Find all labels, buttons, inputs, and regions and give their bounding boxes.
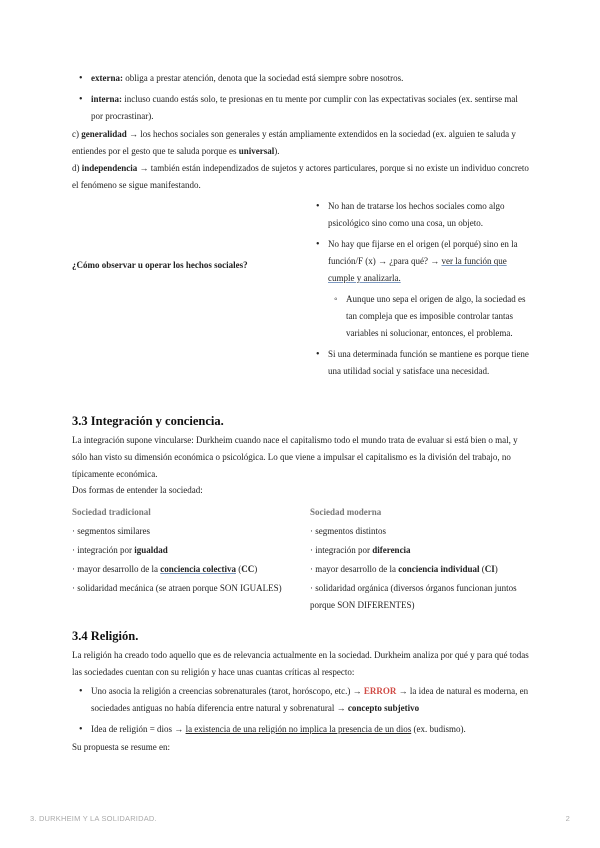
- observation-item: • Si una determinada función se mantiene es porque tiene una utilidad social y satisface una necesidad.: [312, 346, 532, 380]
- observation-subitem: ◦ Aunque uno sepa el origen de algo, la sociedad es tan compleja que es imposible controlar tantas variables ni solucionar, entonces, el problema.: [330, 291, 532, 342]
- religion-bullet: • Idea de religión = dios → la existencia de una religión no implica la presencia de un dios (ex. budismo).: [75, 721, 530, 738]
- column-sociedad-moderna: [310, 504, 535, 614]
- section-heading-3-3: 3.3 Integración y conciencia.: [72, 414, 224, 428]
- paragraph-integracion: La integración supone vincularse: Durkheim cuando nace el capitalismo todo el mundo trata de evaluar si está bien o mal, y sólo han visto su dimensión económica o psicológica. Lo que viene a impulsar el capitalismo es la división del trabajo, no típicamente económica.: [72, 435, 518, 479]
- observation-item: • No han de tratarse los hechos sociales como algo psicológico sino como una cosa, un objeto.: [312, 198, 532, 232]
- religion-bullet: • Uno asocia la religión a creencias sobrenaturales (tarot, horóscopo, etc.) → ERROR → la idea de natural es moderna, en sociedades antiguas no había diferencia entre natural y sobrenatural → concepto subjetivo: [75, 683, 530, 717]
- paragraph-independencia: d) independencia → también están independizados de sujetos y actores particulares, porque si no existe un individuo concreto el fenómeno se sigue manifestando.: [72, 163, 529, 190]
- moderna-row-2: · integración por diferencia: [310, 545, 411, 555]
- column-heading-moderna: Sociedad moderna: [310, 507, 382, 517]
- paragraph-generalidad: c) generalidad → los hechos sociales son generales y están ampliamente extendidos en la sociedad (ex. alguien te saluda y entiendes por el gesto que te saluda porque es universal).: [72, 129, 516, 156]
- tradicional-row-4: · solidaridad mecánica (se atraen porque SON IGUALES): [72, 583, 282, 593]
- moderna-row-3: · mayor desarrollo de la conciencia individual (CI): [310, 564, 498, 574]
- tradicional-row-3: · mayor desarrollo de la conciencia colectiva (CC): [72, 564, 258, 574]
- observation-list: [312, 198, 532, 380]
- propuesta-line: Su propuesta se resume en:: [72, 742, 170, 752]
- column-sociedad-tradicional: [72, 504, 297, 597]
- formas-intro: Dos formas de entender la sociedad:: [72, 485, 203, 495]
- observation-item: • No hay que fijarse en el origen (el porqué) sino en la función/F (x) → ¿para qué? → ver la función que cumple y analizarla. ◦ Aunque uno sepa el origen de algo, la sociedad es tan compleja que es imposible controlar tantas variables ni solucionar, entonces, el problema.: [312, 236, 532, 342]
- question-heading: ¿Cómo observar u operar los hechos sociales?: [72, 260, 248, 270]
- bullet-externa: • externa: obliga a prestar atención, denota que la sociedad está siempre sobre nosotros.: [75, 70, 525, 87]
- tradicional-row-2: · integración por igualdad: [72, 545, 168, 555]
- moderna-row-1: · segmentos distintos: [310, 526, 386, 536]
- top-bullet-list: [75, 70, 525, 125]
- section-heading-3-4: 3.4 Religión.: [72, 629, 139, 643]
- column-heading-tradicional: Sociedad tradicional: [72, 507, 151, 517]
- tradicional-row-1: · segmentos similares: [72, 526, 150, 536]
- religion-bullet-list: [75, 683, 530, 738]
- footer-chapter: 3. DURKHEIM Y LA SOLIDARIDAD.: [30, 814, 157, 823]
- paragraph-religion: La religión ha creado todo aquello que es de relevancia actualmente en la sociedad. Durkheim analiza por qué y para qué todas las sociedades cuentan con su religión y hace unas cuantas críticas al respecto:: [72, 650, 529, 677]
- term-interna: interna:: [91, 94, 122, 104]
- moderna-row-4: · solidaridad orgánica (diversos órganos funcionan juntos porque SON DIFERENTES): [310, 583, 517, 610]
- term-externa: externa:: [91, 73, 123, 83]
- observation-subitem-list: [330, 291, 532, 342]
- bullet-interna: • interna: incluso cuando estás solo, te presionas en tu mente por cumplir con las expectativas sociales (ex. sentirse mal por procrastinar).: [75, 91, 525, 125]
- footer-page-number: 2: [565, 814, 570, 823]
